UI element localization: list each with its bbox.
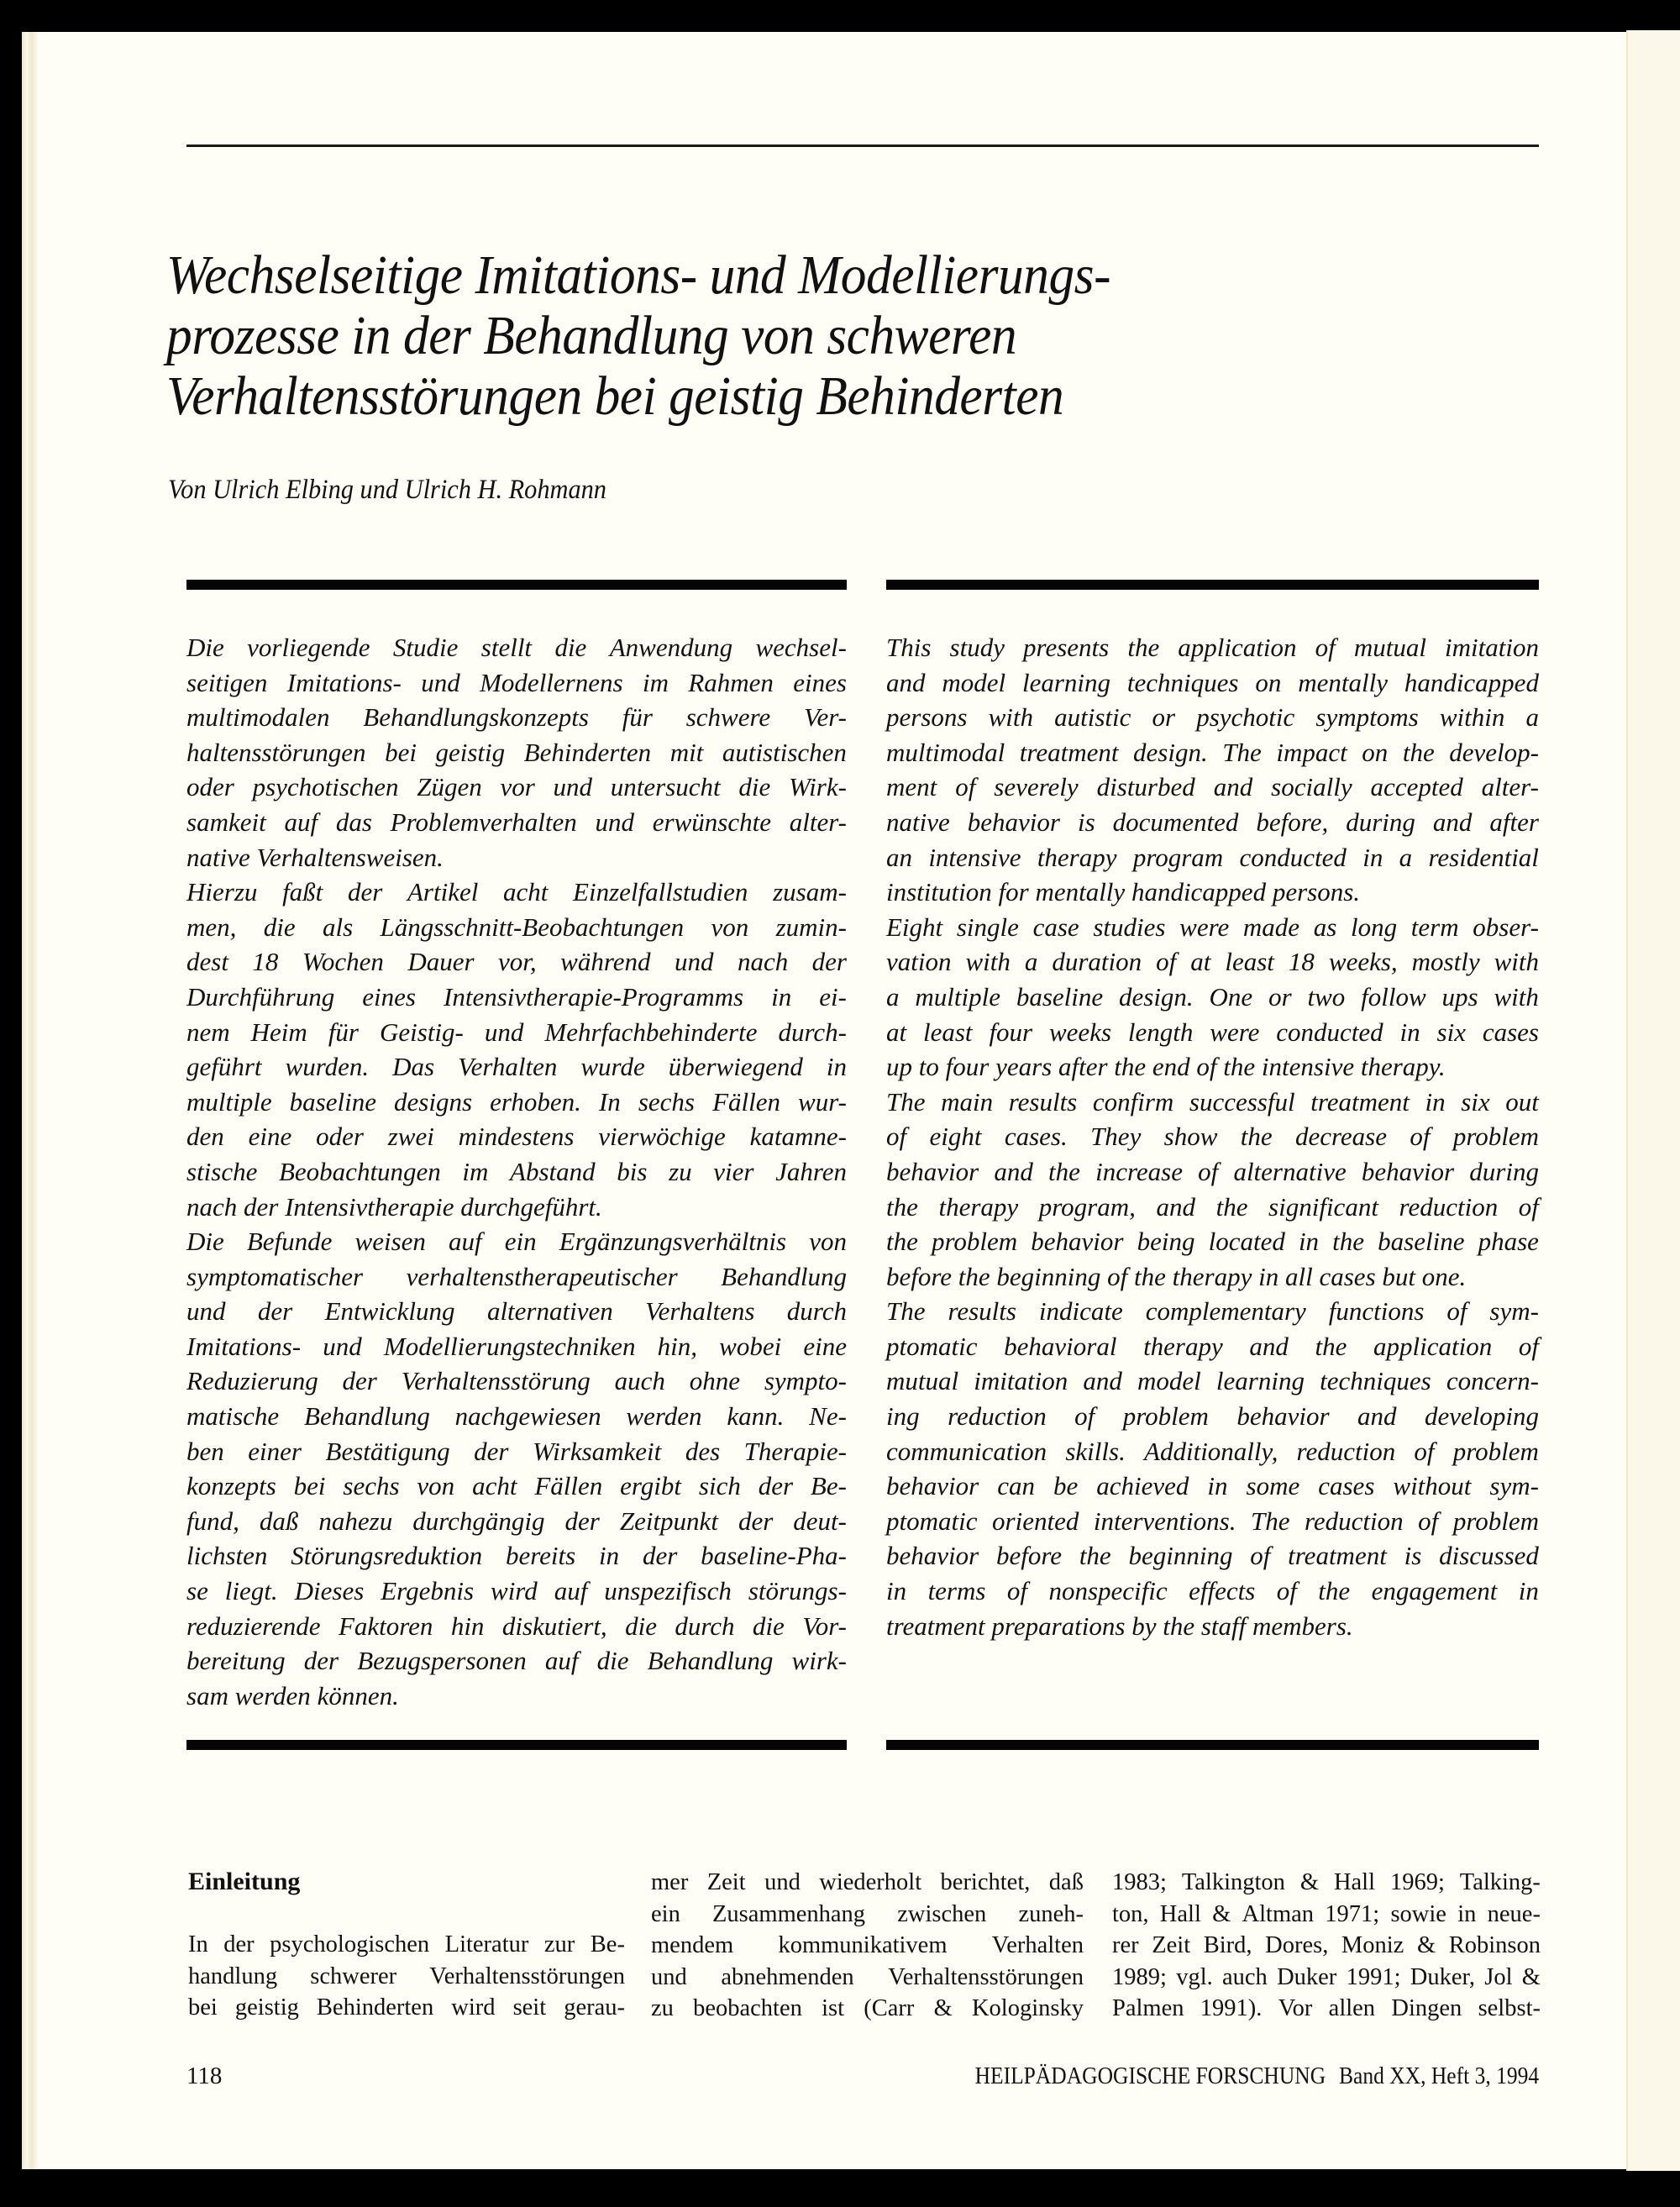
abstract-top-rule-left [186, 580, 847, 590]
text-line: dest 18 Wochen Dauer vor, während und nach der [186, 947, 847, 977]
journal-citation [974, 2062, 1539, 2090]
text-line: up to four years after the end of the intensive therapy. [886, 1052, 1446, 1082]
text-line: and model learning techniques on mentally handicapped [886, 667, 1539, 697]
text-line: ben einer Bestätigung der Wirksamkeit des Therapie- [186, 1436, 847, 1466]
text-line: persons with autistic or psychotic symptoms within a [886, 702, 1539, 733]
text-line: the therapy program, and the significant reduction of [886, 1191, 1539, 1222]
text-line: In der psychologischen Literatur zur Be- [188, 1931, 625, 1957]
text-line: 1989; vgl. auch Duker 1991; Duker, Jol & [1112, 1963, 1541, 1990]
text-line: institution for mentally handicapped persons. [886, 877, 1361, 907]
journal-issue: Band XX, Heft 3, 1994 [1338, 2062, 1539, 2089]
text-line: Reduzierung der Verhaltensstörung auch ohne sympto- [186, 1366, 847, 1396]
abstract-bottom-rule-left [186, 1740, 847, 1750]
text-line: stische Beobachtungen im Abstand bis zu vier Jahren [186, 1156, 847, 1186]
text-line: reduzierende Faktoren hin diskutiert, die durch die Vor- [186, 1611, 847, 1641]
text-line: ptomatic oriented interventions. The reduction of problem [886, 1505, 1539, 1536]
text-line: fund, daß nahezu durchgängig der Zeitpunkt der deut- [186, 1505, 847, 1536]
article-title [166, 245, 1463, 427]
text-line: geführt wurden. Das Verhalten wurde überwiegend in [186, 1052, 847, 1082]
text-line: multiple baseline designs erhoben. In sechs Fällen wur- [186, 1086, 847, 1117]
text-line: men, die als Längsschnitt-Beobachtungen von zumin- [186, 912, 847, 942]
text-line: nem Heim für Geistig- und Mehrfachbehinderte durch- [186, 1017, 847, 1047]
text-line: Eight single case studies were made as long term obser- [886, 912, 1539, 942]
text-line: This study presents the application of mutual imitation [886, 633, 1539, 662]
text-line: mutual imitation and model learning techniques concern- [886, 1366, 1539, 1396]
text-line: native Verhaltensweisen. [186, 842, 444, 872]
text-line: multimodalen Behandlungskonzepts für schwere Ver- [186, 702, 847, 733]
text-line: Durchführung eines Intensivtherapie-Programms in ei- [186, 981, 847, 1012]
text-line: lichsten Störungsreduktion bereits in der baseline-Pha- [186, 1541, 847, 1571]
text-line: native behavior is documented before, during and after [886, 807, 1539, 837]
text-line: communication skills. Additionally, reduction of problem [886, 1436, 1539, 1466]
header-rule [186, 145, 1539, 147]
text-line: sam werden können. [186, 1680, 399, 1710]
page-number: 118 [186, 2062, 223, 2089]
text-line: zu beobachten ist (Carr & Kologinsky [651, 1995, 1084, 2021]
text-line: The results indicate complementary functions of sym- [886, 1296, 1539, 1327]
text-line: ein Zusammenhang zwischen zuneh- [651, 1900, 1084, 1927]
abstract-bottom-rule-right [886, 1740, 1539, 1750]
text-line: und der Entwicklung alternativen Verhaltens durch [186, 1296, 847, 1327]
text-line: matische Behandlung nachgewiesen werden kann. Ne- [186, 1401, 847, 1432]
text-line: mer Zeit und wiederholt berichtet, daß [651, 1869, 1084, 1895]
title-line: prozesse in der Behandlung von schweren [166, 305, 1017, 366]
title-line: Wechselseitige Imitations- und Modellierungs- [166, 244, 1111, 306]
text-line: vation with a duration of at least 18 weeks, mostly with [886, 947, 1539, 977]
text-line: haltensstörungen bei geistig Behinderten mit autistischen [186, 737, 847, 767]
abstract-english [886, 630, 1539, 1643]
text-line: und abnehmenden Verhaltensstörungen [651, 1963, 1084, 1990]
abstract-top-rule-right [886, 580, 1539, 590]
text-line: in terms of nonspecific effects of the engagement in [886, 1576, 1539, 1606]
text-line: se liegt. Dieses Ergebnis wird auf unspezifisch störungs- [186, 1576, 847, 1606]
text-line: nach der Intensivtherapie durchgeführt. [186, 1191, 602, 1222]
text-line: Die vorliegende Studie stellt die Anwendung wechsel- [186, 633, 847, 662]
text-line: seitigen Imitations- und Modellernens im Rahmen eines [186, 667, 847, 697]
journal-name: HEILPÄDAGOGISCHE FORSCHUNG [974, 2062, 1326, 2089]
text-line: bereitung der Bezugspersonen auf die Behandlung wirk- [186, 1646, 847, 1676]
abstract-german [186, 630, 847, 1713]
text-line: at least four weeks length were conducted in six cases [886, 1017, 1539, 1047]
title-line: Verhaltensstörungen bei geistig Behinderten [166, 365, 1064, 427]
text-line: The main results confirm successful treatment in six out [886, 1086, 1539, 1117]
text-line: of eight cases. They show the decrease of problem [886, 1122, 1539, 1152]
text-line: bei geistig Behinderten wird seit gerau- [188, 1994, 625, 2020]
section-heading: Einleitung [188, 1868, 301, 1895]
text-line: Palmen 1991). Vor allen Dingen selbst- [1112, 1995, 1541, 2021]
text-line: 1983; Talkington & Hall 1969; Talking- [1112, 1869, 1541, 1895]
text-line: Imitations- und Modellierungstechniken hin, wobei eine [186, 1331, 847, 1361]
text-line: ptomatic behavioral therapy and the application of [886, 1331, 1539, 1361]
text-line: the problem behavior being located in the baseline phase [886, 1227, 1539, 1257]
text-line: rer Zeit Bird, Dores, Moniz & Robinson [1112, 1932, 1541, 1958]
text-line: behavior can be achieved in some cases without sym- [886, 1471, 1539, 1501]
text-line: Die Befunde weisen auf ein Ergänzungsverhältnis von [186, 1227, 847, 1257]
text-line: oder psychotischen Zügen vor und untersucht die Wirk- [186, 772, 847, 802]
text-line: ing reduction of problem behavior and developing [886, 1401, 1539, 1432]
text-line: before the beginning of the therapy in all cases but one. [886, 1261, 1467, 1291]
text-line: mendem kommunikativem Verhalten [651, 1932, 1084, 1958]
page-binding-edge [22, 32, 39, 2169]
text-line: an intensive therapy program conducted in a residential [886, 842, 1539, 872]
body-column-3 [1112, 1867, 1541, 2025]
text-line: Hierzu faßt der Artikel acht Einzelfallstudien zusam- [186, 877, 847, 907]
text-line: den eine oder zwei mindestens vierwöchige katamne- [186, 1122, 847, 1152]
adjacent-page-edge [1626, 30, 1680, 2171]
text-line: handlung schwerer Verhaltensstörungen [188, 1963, 625, 1989]
text-line: konzepts bei sechs von acht Fällen ergibt sich der Be- [186, 1471, 847, 1501]
text-line: symptomatischer verhaltenstherapeutischer Behandlung [186, 1261, 847, 1291]
text-line: multimodal treatment design. The impact on the develop- [886, 737, 1539, 767]
text-line: samkeit auf das Problemverhalten und erwünschte alter- [186, 807, 847, 837]
text-line: behavior before the beginning of treatment is discussed [886, 1541, 1539, 1571]
author-byline: Von Ulrich Elbing und Ulrich H. Rohmann [168, 475, 606, 505]
text-line: ton, Hall & Altman 1971; sowie in neue- [1112, 1900, 1541, 1927]
text-line: behavior and the increase of alternative behavior during [886, 1156, 1539, 1186]
text-line: ment of severely disturbed and socially accepted alter- [886, 772, 1539, 802]
body-column-2 [651, 1867, 1084, 2025]
text-line: treatment preparations by the staff members. [886, 1611, 1353, 1641]
body-column-1 [188, 1867, 625, 2024]
text-line: a multiple baseline design. One or two follow ups with [886, 981, 1539, 1012]
